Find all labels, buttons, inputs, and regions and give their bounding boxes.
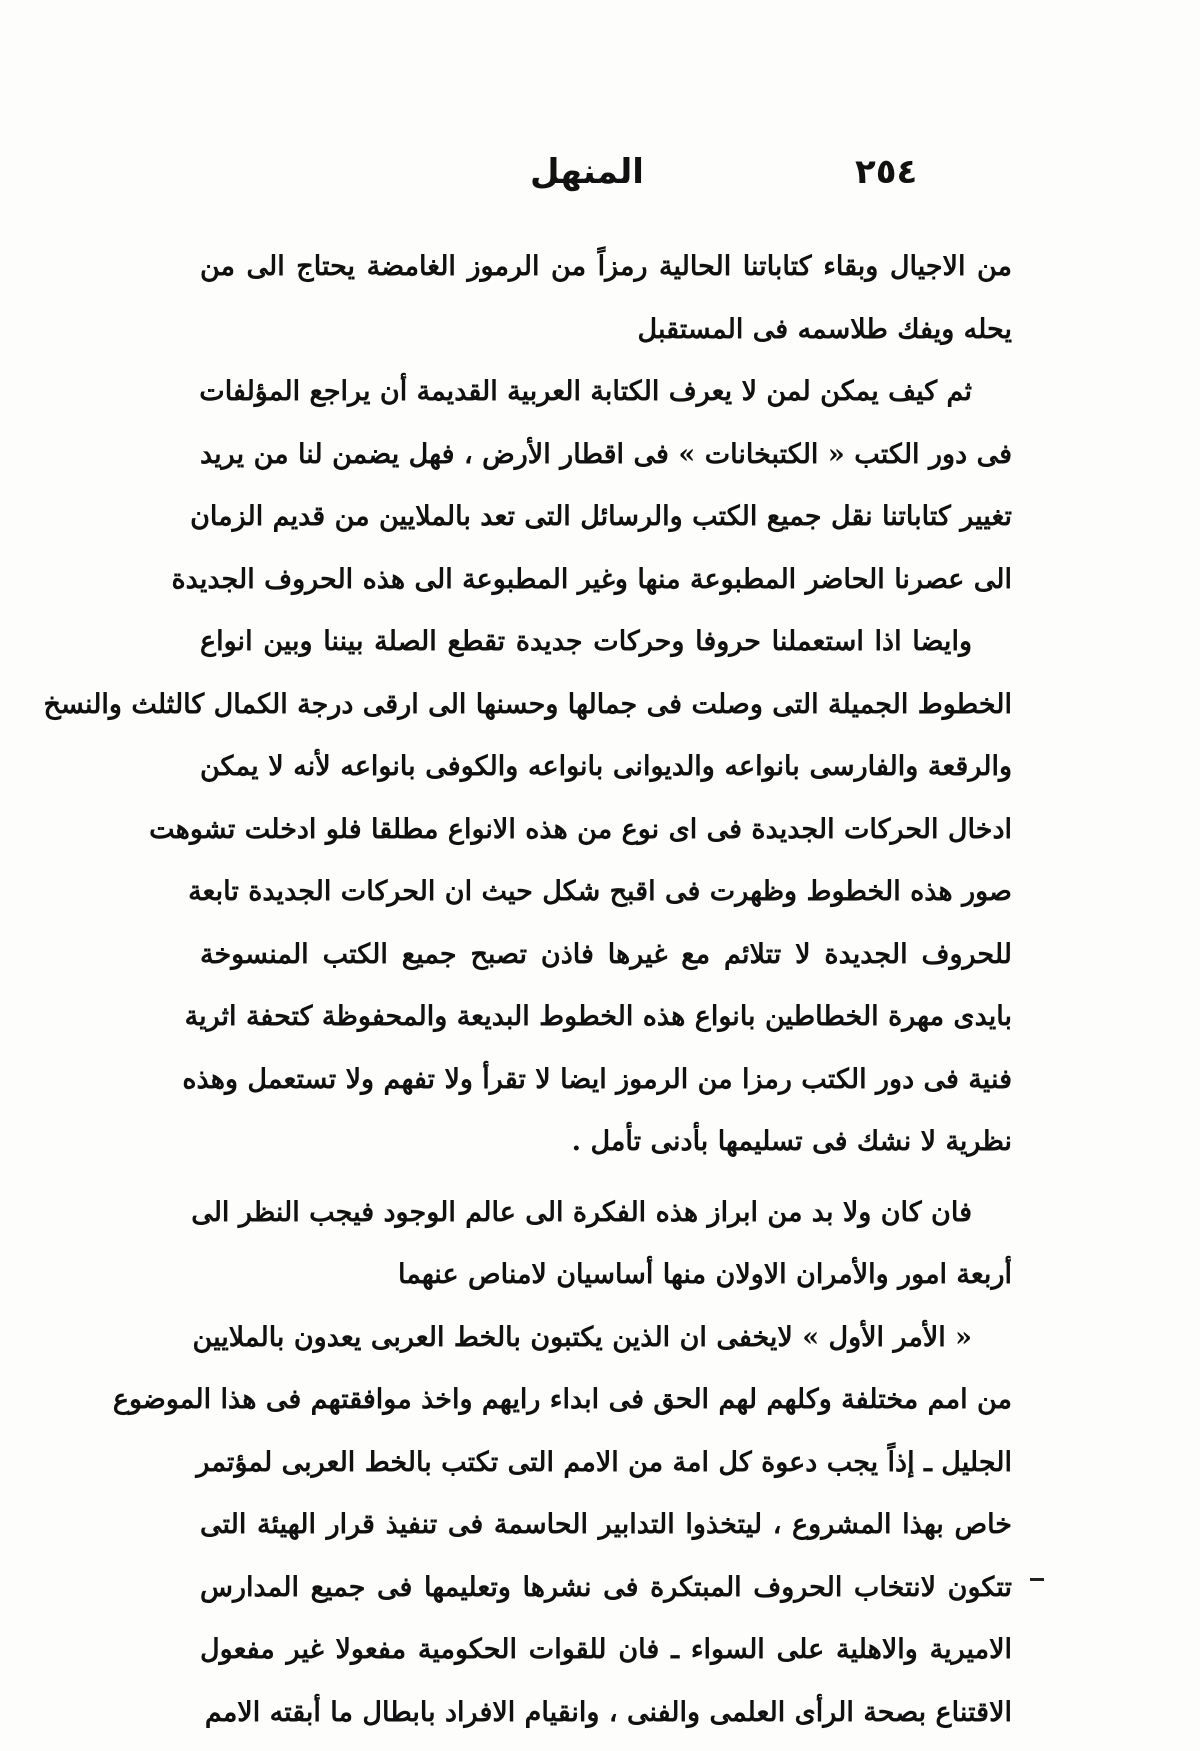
text-line: الاميرية والاهلية على السواء ـ فان للقوات الحكومية مفعولا غير مفعول <box>200 1634 1012 1665</box>
text-line: فان كان ولا بد من ابراز هذه الفكرة الى عالم الوجود فيجب النظر الى <box>191 1196 972 1228</box>
paragraph-gap <box>200 1174 1012 1182</box>
text-line: فى دور الكتب « الكتبخانات » فى اقطار الأرض ، فهل يضمن لنا من يريد <box>200 438 1012 470</box>
text-line: الخطوط الجميلة التى وصلت فى جمالها وحسنها الى ارقى درجة الكمال كالثلث والنسخ <box>43 688 1012 720</box>
text-line: « الأمر الأول » لايخفى ان الذين يكتبون بالخط العربى يعدون بالملايين <box>192 1321 972 1353</box>
page-number: ٢٥٤ <box>855 152 918 192</box>
text-line: الجليل ـ إذاً يجب دعوة كل امة من الامم التى تكتب بالخط العربى لمؤتمر <box>196 1446 1012 1478</box>
text-line: للحروف الجديدة لا تتلائم مع غيرها فاذن تصبح جميع الكتب المنسوخة <box>200 938 1012 970</box>
text-line: صور هذه الخطوط وظهرت فى اقبح شكل حيث ان الحركات الجديدة تابعة <box>188 876 1012 907</box>
text-line: فنية فى دور الكتب رمزا من الرموز ايضا لا تقرأ ولا تفهم ولا تستعمل وهذه <box>182 1063 1012 1095</box>
text-line: تتكون لانتخاب الحروف المبتكرة فى نشرها وتعليمها فى جميع المدارس <box>200 1571 1012 1603</box>
page-header <box>200 148 1000 208</box>
text-line: الى عصرنا الحاضر المطبوعة منها وغير المطبوعة الى هذه الحروف الجديدة <box>171 563 1012 595</box>
text-line: ثم كيف يمكن لمن لا يعرف الكتابة العربية القديمة أن يراجع المؤلفات <box>199 376 972 407</box>
text-line: والرقعة والفارسى بانواعه والديوانى بانواعه والكوفى بانواعه لأنه لا يمكن <box>200 751 1012 782</box>
text-line: الاقتناع بصحة الرأى العلمى والفنى ، وانقيام الافراد بابطال ما أبقته الامم <box>204 1696 1012 1728</box>
text-line: وايضا اذا استعملنا حروفا وحركات جديدة تقطع الصلة بيننا وبين انواع <box>200 626 972 657</box>
article-body <box>43 236 1012 1744</box>
journal-title: المنهل <box>530 152 644 192</box>
text-line: من الاجيال وبقاء كتاباتنا الحالية رمزاً من الرموز الغامضة يحتاج الى من <box>200 251 1012 282</box>
text-line: خاص بهذا المشروع ، ليتخذوا التدابير الحاسمة فى تنفيذ قرار الهيئة التى <box>200 1509 1012 1540</box>
margin-mark <box>1030 1578 1044 1581</box>
text-line: يحله ويفك طلاسمه فى المستقبل <box>637 313 1012 345</box>
text-line: من امم مختلفة وكلهم لهم الحق فى ابداء رايهم واخذ موافقتهم فى هذا الموضوع <box>112 1384 1012 1415</box>
text-line: أربعة امور والأمران الاولان منها أساسيان لامناص عنهما <box>398 1259 1012 1290</box>
text-line: تغيير كتاباتنا نقل جميع الكتب والرسائل التى تعد بالملايين من قديم الزمان <box>190 501 1012 532</box>
text-line: ادخال الحركات الجديدة فى اى نوع من هذه الانواع مطلقا فلو ادخلت تشوهت <box>149 813 1012 845</box>
text-line: بايدى مهرة الخطاطين بانواع هذه الخطوط البديعة والمحفوظة كتحفة اثرية <box>184 1001 1012 1032</box>
text-line: نظرية لا نشك فى تسليمها بأدنى تأمل . <box>571 1126 1012 1157</box>
